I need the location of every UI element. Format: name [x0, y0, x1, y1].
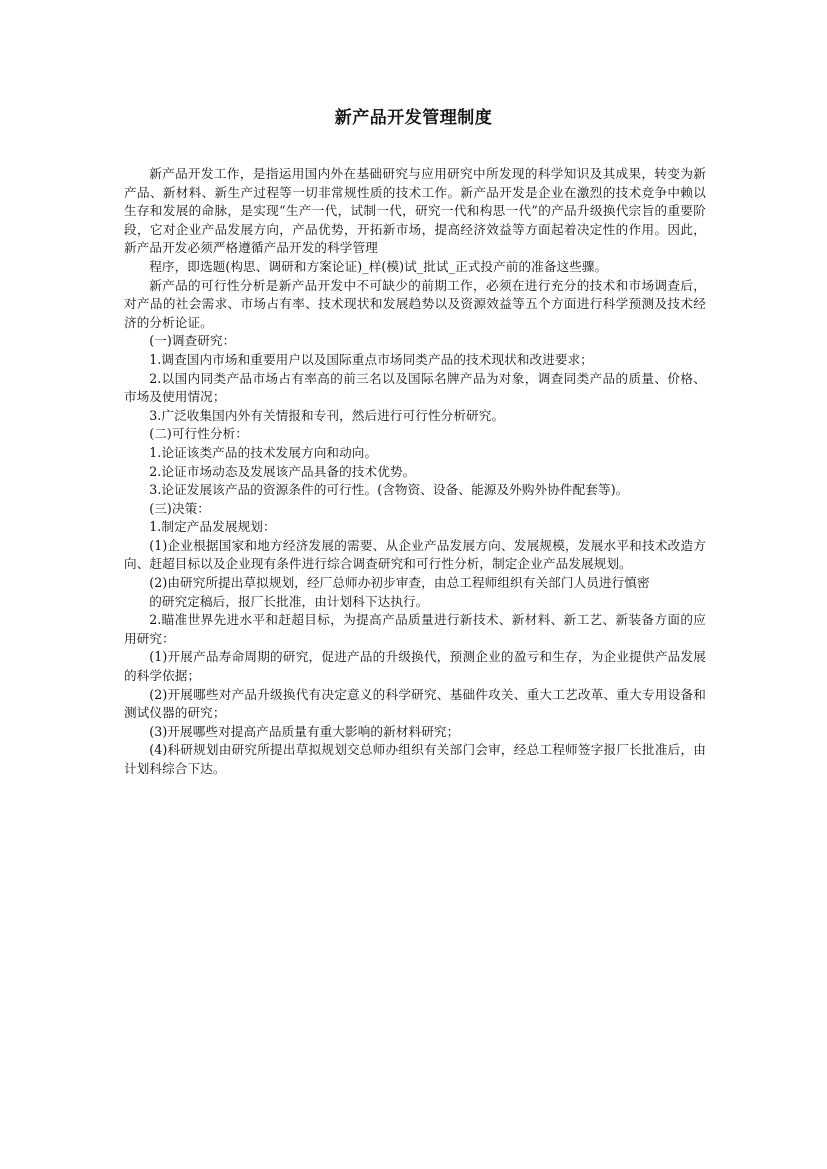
paragraph-feasibility: 新产品的可行性分析是新产品开发中不可缺少的前期工作，必须在进行充分的技术和市场调查后，对产品的社会需求、市场占有率、技术现状和发展趋势以及资源效益等五个方面进行科学预测及技术经济的分析论证。: [124, 277, 706, 330]
document-body: [124, 165, 706, 779]
paragraph-intro: 新产品开发工作，是指运用国内外在基础研究与应用研究中所发现的科学知识及其成果，转变为新产品、新材料、新生产过程等一切非常规性质的技术工作。新产品开发是企业在激烈的技术竞争中赖以生存和发展的命脉，是实现“生产一代，试制一代，研究一代和构思一代”的产品升级换代宗旨的重要阶段，它对企业产品发展方向，产品优势，开拓新市场，提高经济效益等方面起着决定性的作用。因此，新产品开发必须严格遵循产品开发的科学管理: [124, 166, 706, 256]
paragraph-procedure: 程序，即选题(构思、调研和方案论证)_样(模)试_批试_正式投产前的准备这些骤。: [149, 258, 608, 274]
list-item: 3.广泛收集国内外有关情报和专刊，然后进行可行性分析研究。: [149, 407, 505, 423]
list-item: 2.论证市场动态及发展该产品具备的技术优势。: [149, 463, 416, 479]
list-item: (1)开展产品寿命周期的研究，促进产品的升级换代，预测企业的盈亏和生存，为企业提供产品发展的科学依据；: [124, 649, 706, 684]
list-item: (2)由研究所提出草拟规划，经厂总师办初步审查，由总工程师组织有关部门人员进行慎密: [149, 575, 650, 591]
list-item: 1.论证该类产品的技术发展方向和动向。: [149, 444, 378, 460]
page-title: 新产品开发管理制度: [334, 108, 493, 128]
list-item: (3)开展哪些对提高产品质量有重大影响的新材料研究；: [149, 723, 460, 739]
list-item: 1.制定产品发展规划：: [149, 519, 276, 535]
section-heading-survey: (一)调查研究：: [149, 333, 236, 349]
list-item: 的研究定稿后，报厂长批准，由计划科下达执行。: [149, 593, 429, 609]
list-item: (1)企业根据国家和地方经济发展的需要、从企业产品发展方向、发展规模，发展水平和技术改造方向、赶超目标以及企业现有条件进行综合调查研究和可行性分析，制定企业产品发展规划。: [124, 537, 706, 572]
list-item: (4)科研规划由研究所提出草拟规划交总师办组织有关部门会审，经总工程师签字报厂长批准后，由计划科综合下达。: [124, 742, 706, 776]
section-heading-decision: (三)决策：: [149, 500, 210, 516]
list-item: 3.论证发展该产品的资源条件的可行性。(含物资、设备、能源及外购外协件配套等)。: [149, 482, 629, 498]
list-item: 1.调查国内市场和重要用户以及国际重点市场同类产品的技术现状和改进要求；: [149, 351, 593, 367]
section-heading-analysis: (二)可行性分析：: [149, 426, 249, 442]
list-item: 2.瞄准世界先进水平和赶超目标，为提高产品质量进行新技术、新材料、新工艺、新装备方面的应用研究：: [124, 612, 706, 646]
list-item: 2.以国内同类产品市场占有率高的前三名以及国际名牌产品为对象，调查同类产品的质量、价格、市场及使用情况；: [124, 370, 706, 405]
list-item: (2)开展哪些对产品升级换代有决定意义的科学研究、基础件攻关、重大工艺改革、重大专用设备和测试仪器的研究；: [124, 686, 706, 721]
